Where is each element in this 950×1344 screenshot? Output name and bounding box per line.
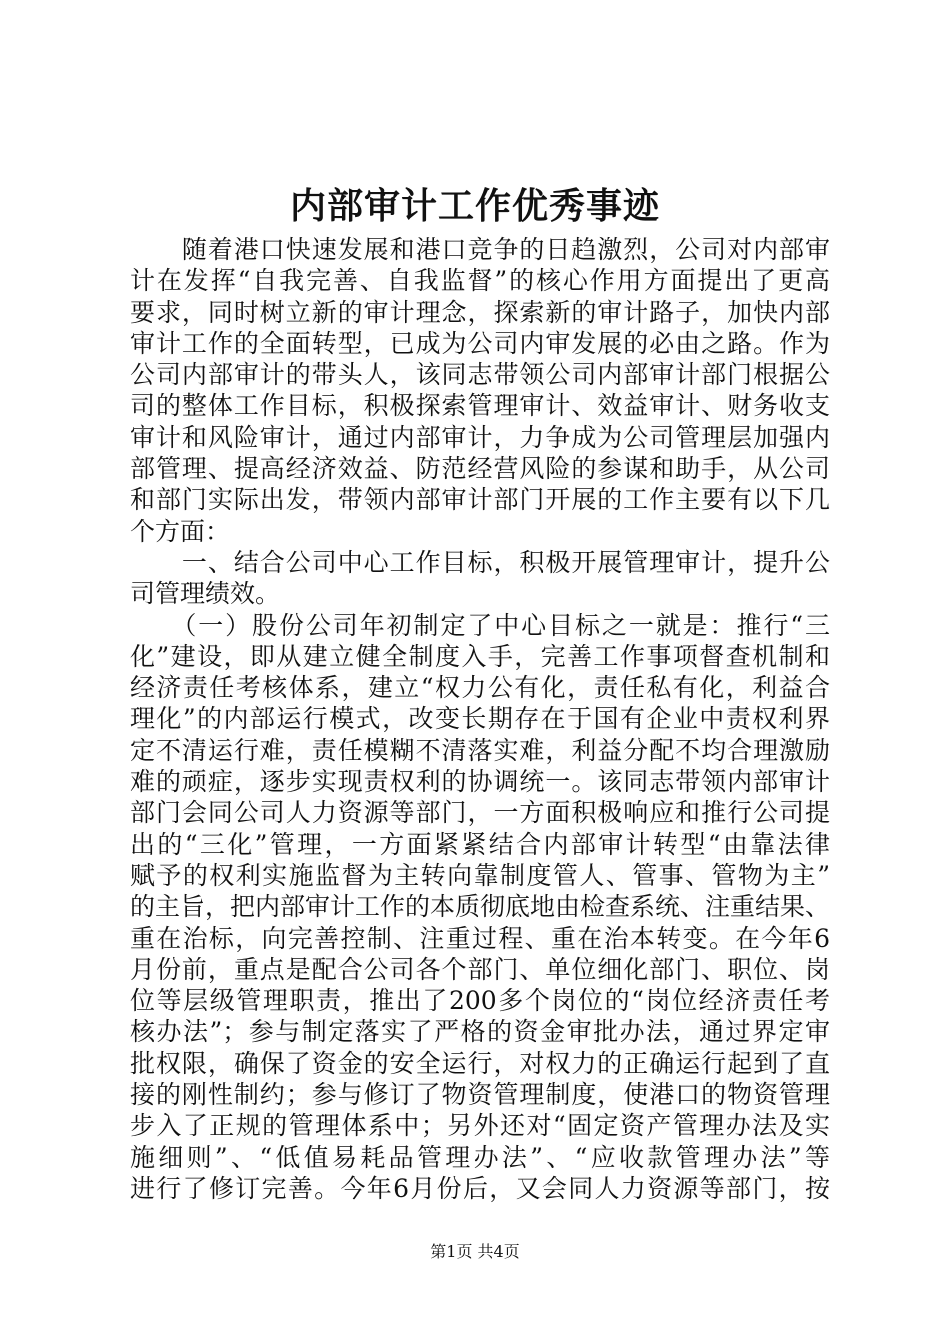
document-body bbox=[130, 234, 830, 1204]
text-line: 定不清运行难，责任模糊不清落实难，利益分配不均合理激励 bbox=[130, 735, 830, 765]
text-line: 随着港口快速发展和港口竞争的日趋激烈，公司对内部审 bbox=[130, 235, 830, 264]
text-line: 化”建设，即从建立健全制度入手，完善工作事项督查机制和 bbox=[130, 641, 830, 671]
text-line: 要求，同时树立新的审计理念，探索新的审计路子，加快内部 bbox=[130, 297, 830, 327]
text-line: 施细则”、“低值易耗品管理办法”、“应收款管理办法”等 bbox=[130, 1142, 830, 1172]
text-line: 部门会同公司人力资源等部门，一方面积极响应和推行公司提 bbox=[130, 798, 830, 828]
text-line: 赋予的权利实施监督为主转向靠制度管人、管事、管物为主” bbox=[130, 860, 830, 890]
text-line: 月份前，重点是配合公司各个部门、单位细化部门、职位、岗 bbox=[130, 954, 830, 984]
text-line: 接的刚性制约；参与修订了物资管理制度，使港口的物资管理 bbox=[130, 1080, 830, 1110]
text-line: 位等层级管理职责，推出了200多个岗位的“岗位经济责任考 bbox=[130, 986, 830, 1016]
page-footer: 第1页 共4页 bbox=[430, 1242, 520, 1261]
text-line: 进行了修订完善。今年6月份后，又会同人力资源等部门，按 bbox=[130, 1173, 830, 1203]
text-line: 部管理、提高经济效益、防范经营风险的参谋和助手，从公司 bbox=[130, 454, 830, 484]
text-line: 一、结合公司中心工作目标，积极开展管理审计，提升公 bbox=[130, 547, 830, 577]
text-line: 步入了正规的管理体系中；另外还对“固定资产管理办法及实 bbox=[130, 1111, 830, 1141]
text-line: 经济责任考核体系，建立“权力公有化，责任私有化，利益合 bbox=[130, 673, 830, 703]
text-line: 难的顽症，逐步实现责权利的协调统一。该同志带领内部审计 bbox=[130, 767, 830, 797]
text-line: 司的整体工作目标，积极探索管理审计、效益审计、财务收支 bbox=[130, 391, 830, 421]
text-line: 的主旨，把内部审计工作的本质彻底地由检查系统、注重结果、 bbox=[130, 892, 830, 922]
text-line: 审计和风险审计，通过内部审计，力争成为公司管理层加强内 bbox=[130, 422, 830, 452]
text-line: 审计工作的全面转型，已成为公司内审发展的必由之路。作为 bbox=[130, 328, 830, 358]
text-line: 重在治标，向完善控制、注重过程、重在治本转变。在今年6 bbox=[130, 923, 830, 953]
text-line: 出的“三化”管理，一方面紧紧结合内部审计转型“由靠法律 bbox=[130, 829, 830, 859]
text-line: 理化”的内部运行模式，改变长期存在于国有企业中责权利界 bbox=[130, 704, 830, 734]
text-line: 核办法”；参与制定落实了严格的资金审批办法，通过界定审 bbox=[130, 1017, 830, 1047]
text-line: 司管理绩效。 bbox=[130, 579, 281, 609]
text-line: 批权限，确保了资金的安全运行，对权力的正确运行起到了直 bbox=[130, 1048, 830, 1078]
text-line: （一）股份公司年初制定了中心目标之一就是：推行“三 bbox=[130, 610, 830, 640]
text-line: 个方面： bbox=[130, 516, 231, 546]
text-line: 和部门实际出发，带领内部审计部门开展的工作主要有以下几 bbox=[130, 485, 830, 515]
text-line: 公司内部审计的带头人，该同志带领公司内部审计部门根据公 bbox=[130, 360, 830, 390]
document-title: 内部审计工作优秀事迹 bbox=[289, 186, 660, 227]
text-line: 计在发挥“自我完善、自我监督”的核心作用方面提出了更高 bbox=[130, 266, 830, 296]
